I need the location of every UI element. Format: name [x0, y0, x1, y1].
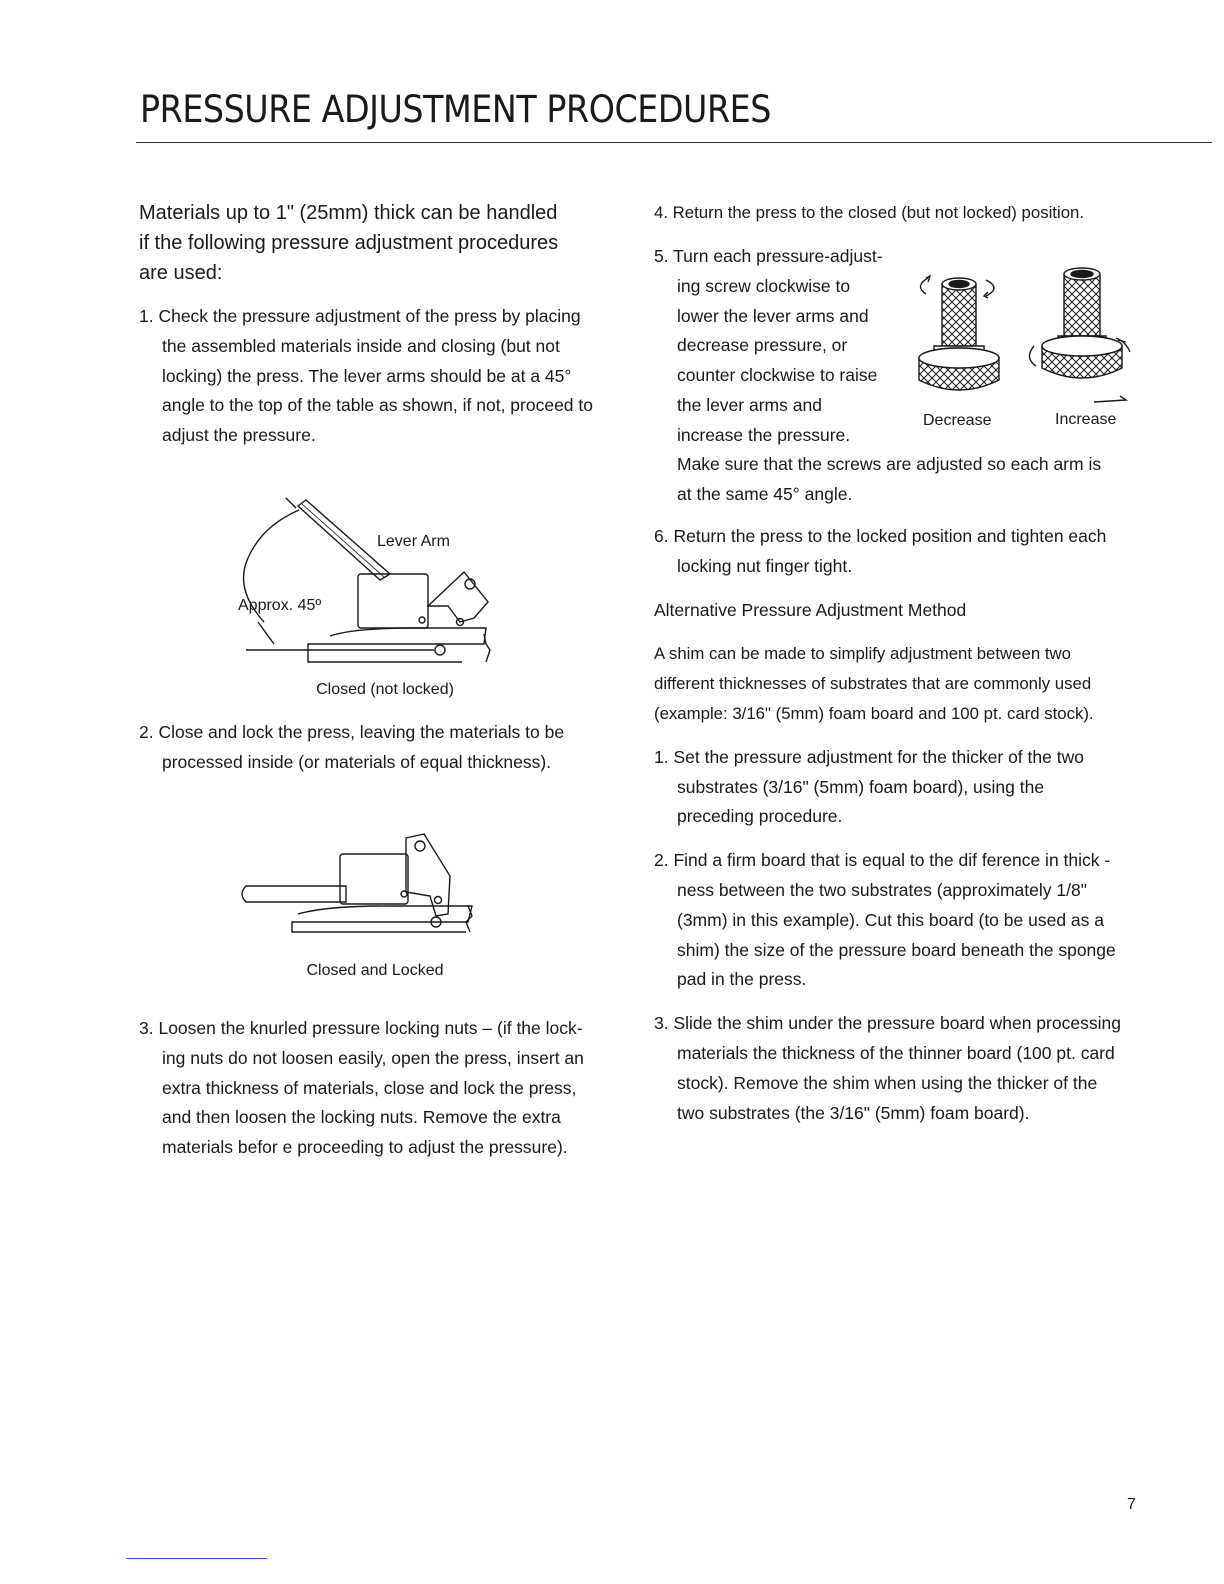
step-2: 2. Close and lock the press, leaving the materials to be processed inside (or materials of equal thickness). [139, 722, 565, 772]
alt-method-intro: A shim can be made to simplify adjustment between two different thicknesses of substrates that are commonly used (example: 3/16" (5mm) foam board and 100 pt. card stock). [654, 644, 1094, 723]
press-base [292, 906, 472, 932]
left-column [139, 198, 594, 451]
alt-step-1: 1. Set the pressure adjustment for the thicker of the two substrates (3/16" (5mm) foam board), using the preceding procedure. [654, 746, 1084, 827]
angle-label: Approx. 45º [238, 597, 322, 614]
rotate-ccw-arrow-icon [1029, 346, 1036, 366]
step-4: 4. Return the press to the closed (but not locked) position. [654, 203, 1085, 222]
alt-step-2: 2. Find a firm board that is equal to the dif ference in thick - ness between the two substrates (approximately 1/8" (3mm) in this example). Cut this board (to be used as a shim) the size of the pressure board beneath the sponge pad in the press. [654, 850, 1116, 990]
alt-method-heading: Alternative Pressure Adjustment Method [654, 599, 967, 620]
page-title: PRESSURE ADJUSTMENT PROCEDURES [140, 88, 771, 131]
step-5-line-7: increase the pressure. [677, 424, 851, 445]
right-column-mid [654, 522, 1124, 1128]
rotate-right-arrow-icon [984, 280, 994, 298]
press-housing [358, 574, 428, 628]
step-5-line-2: ing screw clockwise to [677, 275, 851, 296]
step-3: 3. Loosen the knurled pressure locking nuts – (if the lock- ing nuts do not loosen easily, open the press, insert an extra thickness of materials, close and lock the press, and then loosen the locking nuts. Remove the extra materials befor e proceeding to adjust the pressure). [139, 1018, 584, 1158]
page-number: 7 [1127, 1496, 1136, 1513]
step-5-line-6: the lever arms and [677, 394, 822, 415]
decrease-label: Decrease [923, 412, 992, 429]
intro-paragraph: Materials up to 1" (25mm) thick can be handled if the following pressure adjustment procedures are used: [139, 202, 559, 284]
press-base [308, 628, 486, 662]
step-5-tail-text: Make sure that the screws are adjusted so each arm is at the same 45° angle. [677, 454, 1102, 504]
lever-arm-label: Lever Arm [377, 533, 450, 550]
knobs-figure [904, 262, 1140, 412]
step-5-line-4: decrease pressure, or [677, 335, 848, 356]
rotate-left-arrow-icon [920, 276, 930, 294]
step-5-line-1: 5. Turn each pressure-adjust- [654, 246, 883, 266]
figure-2-caption: Closed and Locked [306, 962, 444, 979]
step-1: 1. Check the pressure adjustment of the press by placing the assembled materials inside and closing (but not locking) the press. The lever arms should be at a 45° angle to the top of the table as shown, if not, proceed to adjust the pressure. [139, 306, 593, 446]
angle-ray [286, 498, 296, 508]
latch-arm [406, 834, 450, 916]
left-column-bottom [139, 1014, 594, 1163]
increase-knob [1042, 268, 1122, 378]
step-5-block [654, 242, 894, 451]
right-column-top [654, 198, 1124, 228]
press-housing [340, 854, 408, 904]
lever-arm [242, 886, 346, 902]
increase-label: Increase [1055, 411, 1117, 428]
left-column-mid [139, 718, 594, 778]
step-5-line-3: lower the lever arms and [677, 305, 869, 326]
step-6: 6. Return the press to the locked position and tighten each locking nut finger tight. [654, 526, 1107, 576]
step-5-tail [677, 450, 1117, 510]
figure-1-caption: Closed (not locked) [316, 681, 454, 698]
alt-step-3: 3. Slide the shim under the pressure board when processing materials the thickness of the thinner board (100 pt. card stock). Remove the shim when using the thicker of the two substrates (the 3/16" (5mm) foam board). [654, 1013, 1121, 1123]
press-closed-locked-figure [236, 830, 486, 942]
press-closed-not-locked-figure [234, 494, 504, 666]
footer-link-underline [126, 1558, 267, 1559]
step-5-line-5: counter clockwise to raise [677, 365, 878, 386]
latch-arm [428, 572, 488, 622]
title-rule [136, 142, 1212, 143]
